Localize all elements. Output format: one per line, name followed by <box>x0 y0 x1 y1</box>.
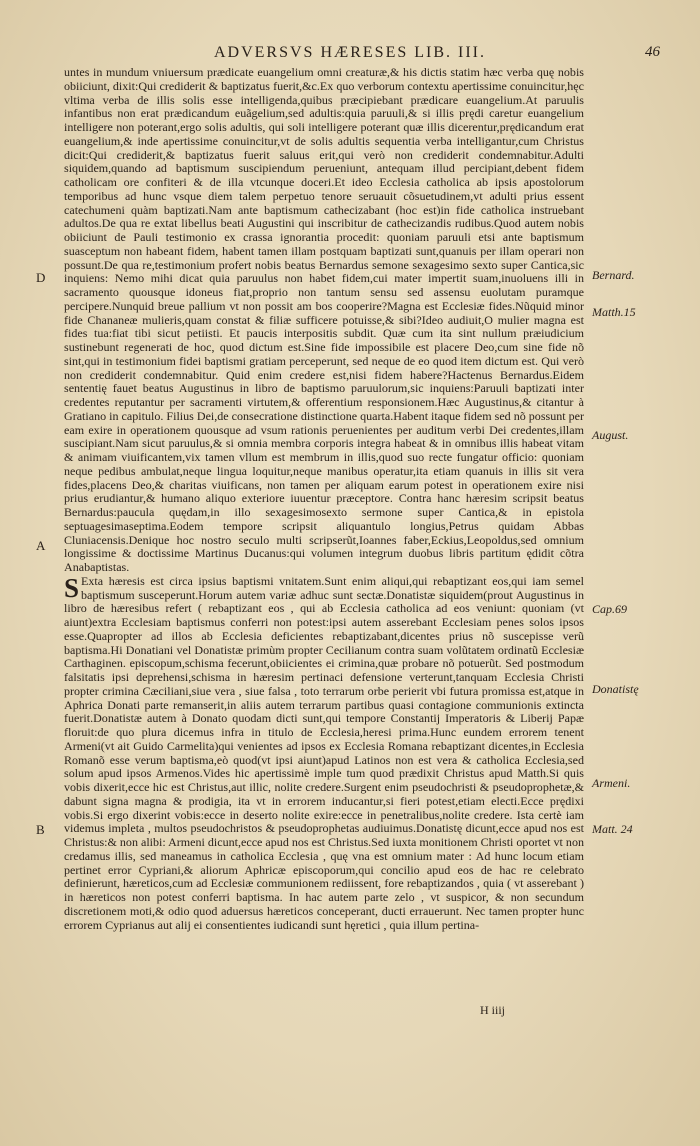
running-title: ADVERSVS HÆRESES LIB. III. <box>213 44 486 61</box>
margin-note: Armeni. <box>592 776 631 790</box>
margin-note: Matt. 24 <box>592 822 633 836</box>
margin-note: Matth.15 <box>592 305 636 319</box>
paragraph: untes in mundum vniuersum prædicate euangelium omni creaturæ,& his dictis statim hæc verba quę nobis obiiciunt, dixit:Qui crediderit & baptizatus fuerit,&c.Ex quo verborum contextu apertissime conuincitur,hęc vltima verba de illis solis esse intelligenda,quibus præcipiebant prædicare euangelium.At paruulis infantibus non erat prædicandum euãgelium,sed adultis:quia paruuli,& si illis prędi caretur euangelium intelligere non poterant,ergo solis adultis, qui soli intelligere poterant quæ illis dicerentur,prędicandum erat euangelium,& inde apertissime conuincitur,vt de solis adultis sequentia verba intelligantur,cum Christus dicit:Qui crediderit,& baptizatus fuerit saluus erit,qui verò non crediderit condemnabitur.Adulti siquidem,quando ad baptismum suscipiendum perueniunt, antequam illud percipiant,debent fidem catholicam ore confiteri & de illa vtcunque doceri.Et ideo Ecclesia catholica ab ipsis apostolorum temporibus ad hunc vsque diem talem perpetuo tenore seruauit cõsuetudinem,vt adulti prius essent catechumeni quàm baptizati.Nam ante baptismum cathecizabant (hoc est)in fide catholica instruebant adultos.De qua re extat libellus beati Augustini qui inscribitur de cathecizandis rudibus.Quod autem nobis obiiciunt de Pauli testimonio ex crassa ignorantia procedit: quoniam paruuli etsi ante baptismum suasceptum non habeant fidem, habent tamen illam postquam baptizati sunt,quanuis per illam operari non possunt.De qua re,testimonium profert nobis beatus Bernardus semone sexagesimo sexto super Cantica,sic inquiens: Nemo mihi dicat quia paruulus non habet fidem,cui mater impertit suam,inuoluens illi in sacramento quousque idoneus fiat,proprio non tantum sensu sed assensu euolutam puramque percipere.Nunquid breue pallium vt non possit am bos cooperire?Magna est Ecclesiæ fides.Nũquid minor fide Chananeæ mulieris,quam constat & filiæ sufficere potuisse,& sibi?Ideo audiuit,O mulier magna est fides tua:fiat tibi sicut petiisti. Et paucis interpositis subdit. Quæ cum ita sint nullum præiudicium sustinebunt regenerati de hoc, quod dictum est.Sine fide impossibile est placere Deo,cum sine fide nõ sint,qui in testimonium fidei baptismi gratiam perceperunt, sed neque de eo quod item dictum est. Qui verò non crediderit condemnabitur. Quid enim credere est,nisi fidem habere?Hactenus Bernardus.Eidem sententię fauet beatus Augustinus in libro de baptismo paruulorum,sic inquiens:Paruuli baptizati inter credentes reputantur per sacramenti virtutem,& offerentium responsionem.Hæc Augustinus,& citantur à Gratiano in capitulo. Filius Dei,de consecratione distinctione quarta.Habent itaque fidem sed nõ possunt per eam exire in operationem quousque ad vsum rationis peruenientes per auditum verbi Dei credentes,illam suscipiant.Nam sicut paruulus,& si omnia membra corporis integra habeat & in omnibus illis habeat vitam & animam viuificantem,vix tamen vllum est membrum in illis,quod suo recte fungatur officio: quoniam neque pedibus ambulat,neque lingua loquitur,neque manibus operatur,ita etiam quanuis in illis sit vera fides,placens Deo,& charitas viuificans, non tamen per aliquam earum potest in operationem exire nisi prius erudiantur,& humano aliquo exteriore iuuentur præceptore. Contra hanc hæresim scripsit beatus Bernardus:paucula quędam,in illo sexagesimosexto sermone super Cantica,& in epistola septuagesimaseptima.Eodem tempore scripsit aliquantulo longius,Petrus quidam Abbas Cluniacensis.Denique hoc nostro seculo multi scripserũt,Ioannes faber,Eckius,Leopoldus,sed omnium longissime & doctissime Martinus Ducanus:qui volumen integrum duobus libris partitum ędidit cõtra Anabaptistas. <box>64 65 584 574</box>
margin-section-letter: A <box>36 538 46 553</box>
margin-section-letter: B <box>36 822 45 837</box>
margin-section-letter: D <box>36 270 46 285</box>
drop-capital: S <box>64 572 80 603</box>
paragraph-text: Exta hæresis est circa ipsius baptismi vnitatem.Sunt enim aliqui,qui rebaptizant eos,qui iam semel baptismum susceperunt.Horum autem variæ adhuc sunt sectæ.Donatistæ siquidem(prout Augustinus in libro de hæresibus refert ( rebaptizant eos , qui ab Ecclesia catholica ad eos veniunt: quoniam (vt aiunt)extra Ecclesiam baptismus conferri non potest:ipsi autem asserebant Ecclesiam penes solos ipsos esse.Quapropter ad illos ab Ecclesia deficientes rebaptizabant,dicentes prius nõ suscepisse verũ baptisma.Hi Donatiani vel Donatistæ primùm propter Cecilianum contra suam volũtatem ordinatũ Ecclesiæ Carthaginen. episcopum,schisma fecerunt,obiicientes ei crimina,quæ probare nõ potuerũt. Sed postmodum falsitatis ipsi deprehensi,schisma in hæresim pertinaci defensione verterunt,tanquam Ecclesia Christi propter crimina Cæciliani,siue vera , siue falsa , toto terrarum orbe perierit vbi futura promissa est,atque in Aphrica Donati parte remanserit,in aliis autem terrarum partibus quasi contagione communionis extincta fuerit.Donatistæ autem à Donato quodam dicti sunt,qui tempore Constantij Imperatoris & Liberij Papæ floruit:de quo plura dicemus infra in titulo de Ecclesia,heresi prima.Hunc eundem errorem tenent Armeni(vt ait Guido Carmelita)qui venientes ad ipsos ex Ecclesia Romana rebaptizant dicentes,in Ecclesia Romanõ esse verum baptisma,eò quod(vt ipsi aiunt)apud Latinos non est vera & catholica Ecclesia,sed solum apud ipsos Armenos.Vides hic apertissimè imple tum quod prædixit Christus apud Matth.Si quis vobis dixerit,ecce hic est Christus,aut illic, nolite credere.Surgent enim pseudochristi & pseudoprophetæ,& dabunt signa magna & prodigia, ita vt in errorem inducantur,si fieri potest,etiam electi.Ecce prędixi vobis.Si ergo dixerint vobis:ecce in deserto nolite exire:ecce in penetralibus,nolite credere. Ista certè iam videmus impleta , multos pseudochristos & pseudoprophetas audiuimus.Donatistę dicunt,ecce apud nos est Christus:& non alibi: Armeni dicunt,ecce apud nos est Christus.Sed iuxta monitionem Christi oportet vt non credamus illis, sed maneamus in catholica Ecclesia , quę vna est omnium mater : Ad hunc locum etiam pertinet error Cypriani,& aliorum Aphricæ episcoporum,qui concilio apud eos de hac re celebrato definierunt, hæreticos,cum ad Ecclesiæ communionem rediissent, fore rebaptizandos , quia ( vt asserebant ) in hæreticos non potest conferri baptisma. In hac autem parte zelo , vt suspicor, & non secundum discretionem moti,& odio quod aduersus hæreticos conceperant, ducti errauerunt. Nec tamen propter hunc errorem Cyprianus aut alij ei consentientes iudicandi sunt hęretici , quia illum pertina- <box>64 573 584 932</box>
section-paragraph <box>64 572 584 933</box>
page-number: 46 <box>645 44 660 60</box>
margin-note: Bernard. <box>592 268 635 282</box>
margin-note: August. <box>592 428 629 442</box>
main-text-block <box>64 66 584 932</box>
signature-mark: H iiij <box>480 1003 506 1017</box>
margin-note: Cap.69 <box>592 602 628 616</box>
margin-note: Donatistę <box>592 682 639 696</box>
page-header <box>0 44 700 66</box>
